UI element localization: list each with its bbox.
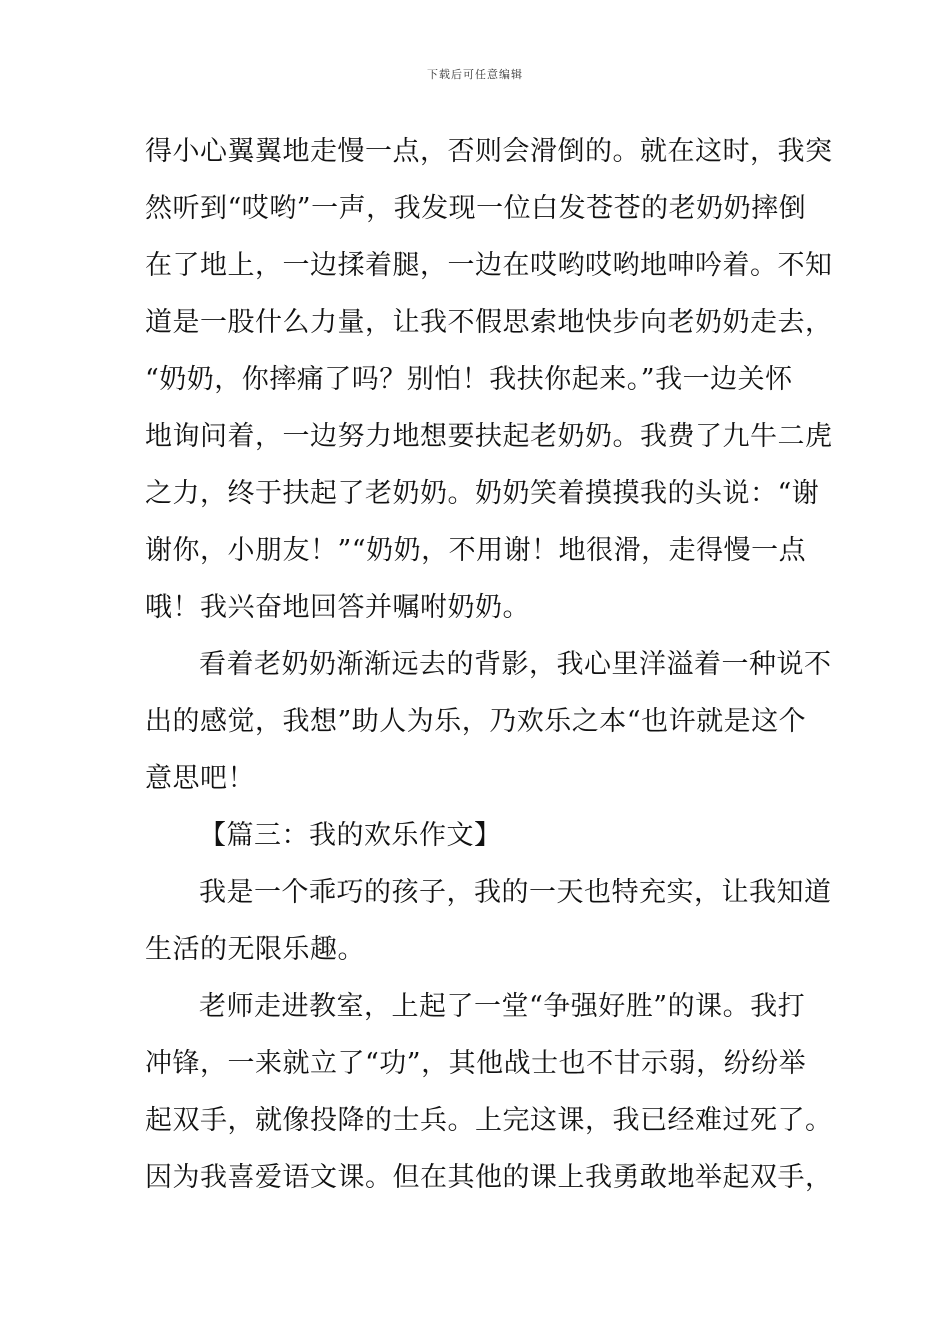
- text-line: 地询问着，一边努力地想要扶起老奶奶。我费了九牛二虎: [145, 421, 833, 452]
- text-line: 谢你，小朋友！”“奶奶，不用谢！地很滑，走得慢一点: [145, 535, 807, 566]
- text-line: 道是一股什么力量，让我不假思索地快步向老奶奶走去，: [145, 307, 833, 338]
- text-line: 然听到“哎哟”一声，我发现一位白发苍苍的老奶奶摔倒: [145, 193, 807, 224]
- text-line: 得小心翼翼地走慢一点，否则会滑倒的。就在这时，我突: [145, 136, 833, 167]
- paragraph: [145, 130, 833, 643]
- paragraph: [145, 985, 833, 1213]
- text-line: 看着老奶奶渐渐远去的背影，我心里洋溢着一种说不: [199, 649, 832, 680]
- paragraph: [145, 871, 832, 985]
- paragraph: [145, 643, 832, 814]
- text-line: 起双手，就像投降的士兵。上完这课，我已经难过死了。: [145, 1105, 833, 1136]
- text-line: 在了地上，一边揉着腿，一边在哎哟哎哟地呻吟着。不知: [145, 250, 833, 281]
- text-line: 出的感觉，我想”助人为乐，乃欢乐之本“也许就是这个: [145, 706, 807, 737]
- text-line: “奶奶，你摔痛了吗？别怕！我扶你起来。”我一边关怀: [145, 364, 793, 395]
- page-header: 下载后可任意编辑: [427, 68, 523, 81]
- text-line: 之力，终于扶起了老奶奶。奶奶笑着摸摸我的头说：“谢: [145, 478, 820, 509]
- text-line: 意思吧！: [145, 763, 255, 794]
- text-line: 我是一个乖巧的孩子，我的一天也特充实，让我知道: [199, 877, 832, 908]
- text-line: 哦！我兴奋地回答并嘱咐奶奶。: [145, 592, 530, 623]
- document-body: [145, 130, 833, 1213]
- heading-text: 【篇三：我的欢乐作文】: [199, 820, 502, 851]
- text-line: 老师走进教室，上起了一堂“争强好胜”的课。我打: [199, 991, 806, 1022]
- section-heading: [145, 814, 810, 871]
- text-line: 生活的无限乐趣。: [145, 934, 365, 965]
- text-line: 冲锋，一来就立了“功”，其他战士也不甘示弱，纷纷举: [145, 1048, 807, 1079]
- text-line: 因为我喜爱语文课。但在其他的课上我勇敢地举起双手，: [145, 1162, 833, 1193]
